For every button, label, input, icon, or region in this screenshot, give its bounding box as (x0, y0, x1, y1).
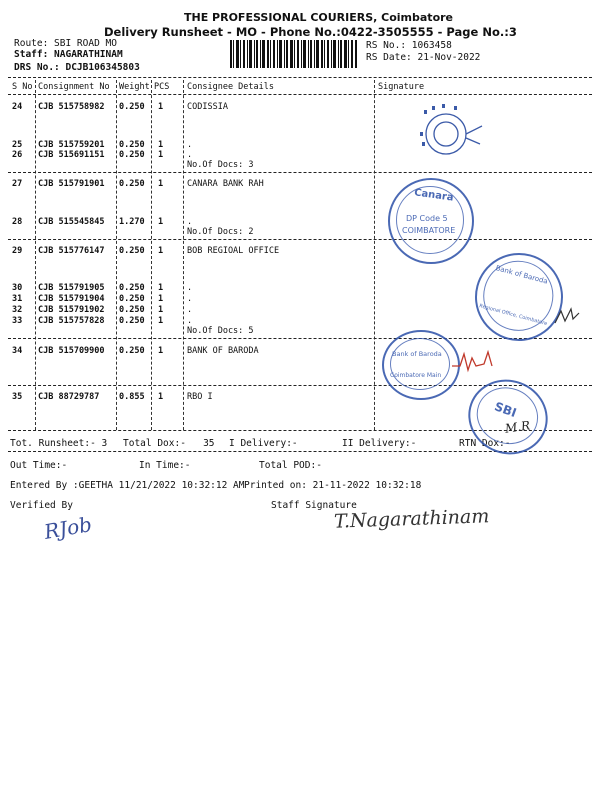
row-pcs: 1 (158, 150, 164, 160)
first-delivery: I Delivery:- (229, 438, 298, 449)
row-consignee: RBO I (187, 392, 213, 402)
red-signature-icon (450, 348, 496, 376)
row-consignment: CJB 515757828 (38, 316, 105, 326)
stamp-inner-ring (390, 338, 450, 390)
row-weight: 0.250 (119, 179, 145, 189)
row-weight: 0.250 (119, 346, 145, 356)
total-dox: Total Dox:- 35 (123, 438, 215, 449)
column-separator (151, 80, 152, 430)
row-consignee: . (187, 140, 193, 150)
codissia-stamp-icon (410, 104, 490, 166)
col-weight: Weight (119, 82, 150, 92)
col-consignee: Consignee Details (187, 82, 274, 92)
row-consignment: CJB 515709900 (38, 346, 105, 356)
entered-by: Entered By :GEETHA 11/21/2022 10:32:12 AM (10, 480, 245, 491)
row-pcs: 1 (158, 305, 164, 315)
column-separator (116, 80, 117, 430)
row-consignee: BANK OF BARODA (187, 346, 259, 356)
row-weight: 1.270 (119, 217, 145, 227)
canara-bank-stamp (388, 178, 474, 264)
row-consignee: . (187, 283, 193, 293)
row-sno: 27 (12, 179, 23, 189)
out-time: Out Time:- (10, 460, 68, 471)
row-consignment: CJB 515791905 (38, 283, 105, 293)
column-separator (374, 80, 375, 430)
rtn-dox: RTN Dox:- (459, 438, 511, 449)
barcode-icon (230, 40, 358, 68)
verified-by-label: Verified By (10, 500, 73, 511)
stamp-text: Coimbatore Main (390, 372, 442, 379)
col-pcs: PCS (154, 82, 170, 92)
col-sno: S No (12, 82, 33, 92)
row-sno: 33 (12, 316, 23, 326)
row-pcs: 1 (158, 316, 164, 326)
row-sno: 24 (12, 102, 23, 112)
stamp-text: SBI (492, 399, 519, 421)
row-weight: 0.250 (119, 246, 145, 256)
row-pcs: 1 (158, 179, 164, 189)
row-pcs: 1 (158, 246, 164, 256)
total-runsheet: Tot. Runsheet:- 3 (10, 438, 108, 449)
staff-signature: T.Nagarathinam (333, 505, 490, 533)
doc-count: No.Of Docs: 2 (187, 227, 254, 237)
total-pod: Total POD:- (259, 460, 322, 471)
bob-regional-stamp (465, 243, 573, 351)
row-weight: 0.250 (119, 294, 145, 304)
row-consignment: CJB 515791902 (38, 305, 105, 315)
row-pcs: 1 (158, 392, 164, 402)
row-consignee: . (187, 150, 193, 160)
row-consignee: . (187, 316, 193, 326)
row-pcs: 1 (158, 140, 164, 150)
row-consignee: . (187, 294, 193, 304)
stamp-text: Bank of Baroda (494, 264, 549, 286)
second-delivery: II Delivery:- (342, 438, 417, 449)
row-pcs: 1 (158, 283, 164, 293)
route-label: Route: SBI ROAD MO (14, 38, 117, 49)
row-sno: 30 (12, 283, 23, 293)
sbi-signature: M.R (504, 418, 531, 436)
row-weight: 0.250 (119, 305, 145, 315)
verified-signature: RJob (42, 512, 94, 544)
divider (8, 239, 592, 240)
divider (8, 172, 592, 173)
col-signature: Signature (378, 82, 425, 92)
stamp-inner-ring (475, 253, 561, 339)
stamp-text: COIMBATORE (402, 226, 456, 235)
stamp-text: DP Code 5 (406, 214, 448, 223)
row-consignee: CANARA BANK RAH (187, 179, 264, 189)
in-time: In Time:- (139, 460, 191, 471)
stamp-text: Regional Office, Coimbatore (478, 303, 548, 328)
stamp-text: Canara (413, 187, 455, 204)
row-weight: 0.250 (119, 283, 145, 293)
row-consignee: CODISSIA (187, 102, 228, 112)
row-consignment: CJB 515759201 (38, 140, 105, 150)
row-pcs: 1 (158, 294, 164, 304)
row-consignee: . (187, 217, 193, 227)
row-consignee: . (187, 305, 193, 315)
column-separator (183, 80, 184, 430)
runsheet-title: Delivery Runsheet - MO - Phone No.:0422-3505555 - Page No.:3 (104, 25, 517, 39)
row-consignment: CJB 515776147 (38, 246, 105, 256)
row-sno: 35 (12, 392, 23, 402)
row-consignment: CJB 515791904 (38, 294, 105, 304)
row-consignment: CJB 88729787 (38, 392, 100, 402)
row-consignment: CJB 515791901 (38, 179, 105, 189)
row-sno: 31 (12, 294, 23, 304)
doc-count: No.Of Docs: 3 (187, 160, 254, 170)
divider (8, 94, 592, 95)
stamp-text: Bank of Baroda (392, 350, 442, 358)
row-weight: 0.250 (119, 150, 145, 160)
row-pcs: 1 (158, 346, 164, 356)
row-consignment: CJB 515545845 (38, 217, 105, 227)
row-sno: 29 (12, 246, 23, 256)
row-consignee: BOB REGIOAL OFFICE (187, 246, 280, 256)
row-weight: 0.855 (119, 392, 145, 402)
row-sno: 26 (12, 150, 23, 160)
drs-number: DRS No.: DCJB106345803 (14, 62, 140, 73)
doc-count: No.Of Docs: 5 (187, 326, 254, 336)
bob-branch-stamp (382, 330, 460, 400)
row-weight: 0.250 (119, 140, 145, 150)
rs-number: RS No.: 1063458 (366, 40, 452, 51)
row-weight: 0.250 (119, 316, 145, 326)
printed-on: Printed on: 21-11-2022 10:32:18 (244, 480, 422, 491)
row-sno: 34 (12, 346, 23, 356)
row-sno: 32 (12, 305, 23, 315)
row-sno: 28 (12, 217, 23, 227)
staff-label: Staff: NAGARATHINAM (14, 49, 123, 60)
divider (8, 77, 592, 78)
row-pcs: 1 (158, 217, 164, 227)
row-pcs: 1 (158, 102, 164, 112)
staff-signature-label: Staff Signature (271, 500, 357, 511)
company-title: THE PROFESSIONAL COURIERS, Coimbatore (184, 11, 454, 24)
rs-date: RS Date: 21-Nov-2022 (366, 52, 481, 63)
signature-mark-icon (553, 305, 581, 329)
row-consignment: CJB 515691151 (38, 150, 105, 160)
column-separator (35, 80, 36, 430)
col-consignment: Consignment No (38, 82, 110, 92)
row-consignment: CJB 515758982 (38, 102, 105, 112)
row-weight: 0.250 (119, 102, 145, 112)
row-sno: 25 (12, 140, 23, 150)
